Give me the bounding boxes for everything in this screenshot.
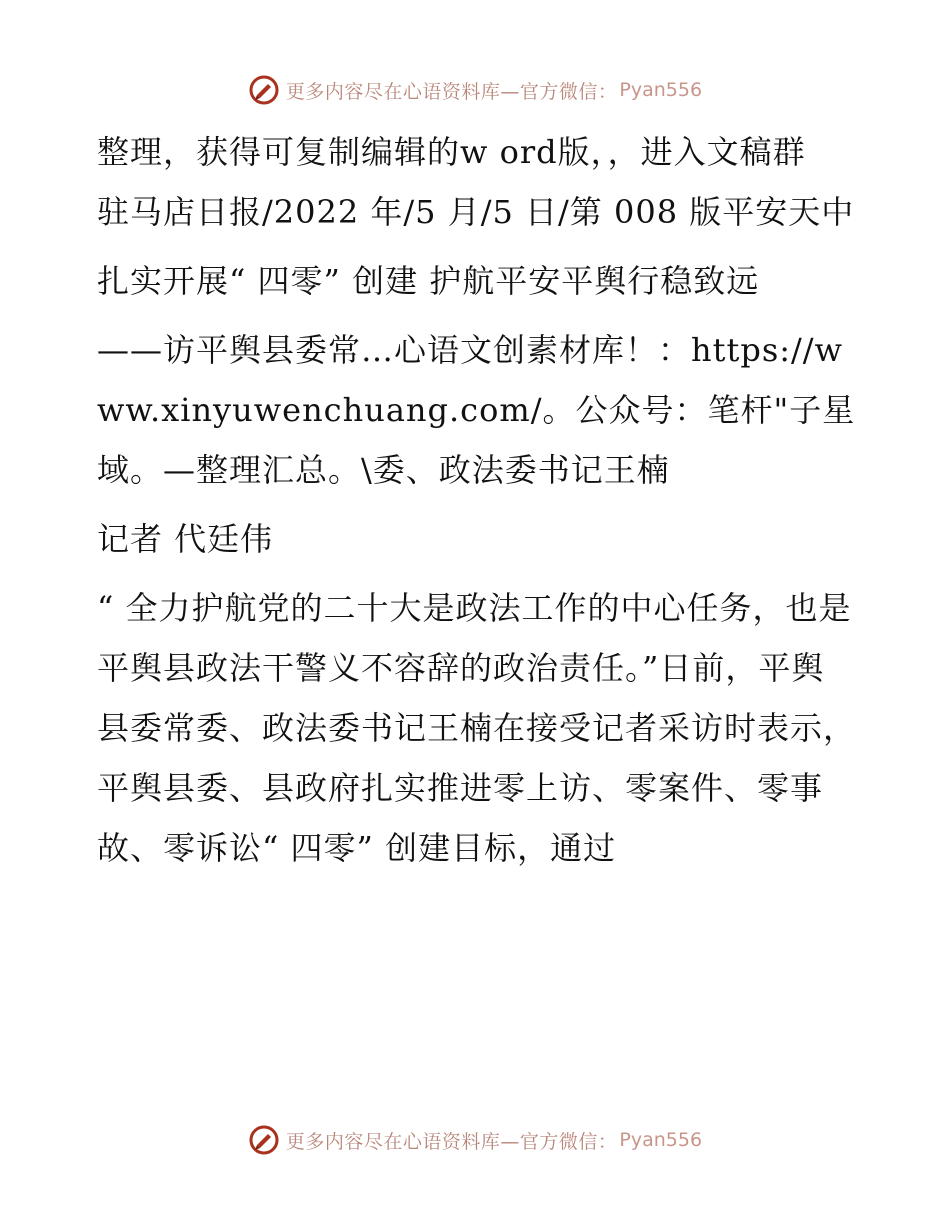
article-byline: 记者 代廷伟 — [97, 520, 274, 558]
watermark-text: 更多内容尽在心语资料库—官方微信： — [285, 1130, 618, 1153]
header-watermark — [0, 70, 950, 110]
paragraph-intro: 整理，获得可复制编辑的w ord版，，进入文稿群 — [97, 133, 806, 171]
article-body-paragraph: “ 全力护航党的二十大是政法工作的中心任务，也是平舆县政法干警义不容辞的政治责任。”日前，平舆县委常委、政法委书记王楠在接受记者采访时表示，平舆县委、县政府扎实推进零上访、零案件、零事故、零诉讼“ 四零” 创建目标，通过 — [97, 589, 857, 867]
watermark-wechat-id: Pyan556 — [619, 79, 703, 101]
footer-watermark — [0, 1120, 950, 1160]
paragraph-source: 驻马店日报/2022 年/5 月/5 日/第 008 版平安天中 — [97, 193, 855, 231]
article-title: 扎实开展“ 四零” 创建 护航平安平舆行稳致远 — [97, 262, 760, 300]
article-subtitle: ——访平舆县委常…心语文创素材库！：https://www.xinyuwenchuang.com/。公众号：笔杆"子星域。—整理汇总。\委、政法委书记王楠 — [97, 331, 856, 489]
watermark-text: 更多内容尽在心语资料库—官方微信： — [285, 80, 618, 103]
document-body — [97, 122, 857, 887]
pen-seal-icon — [248, 1124, 280, 1156]
pen-seal-icon — [248, 74, 280, 106]
watermark-wechat-id: Pyan556 — [619, 1129, 703, 1151]
